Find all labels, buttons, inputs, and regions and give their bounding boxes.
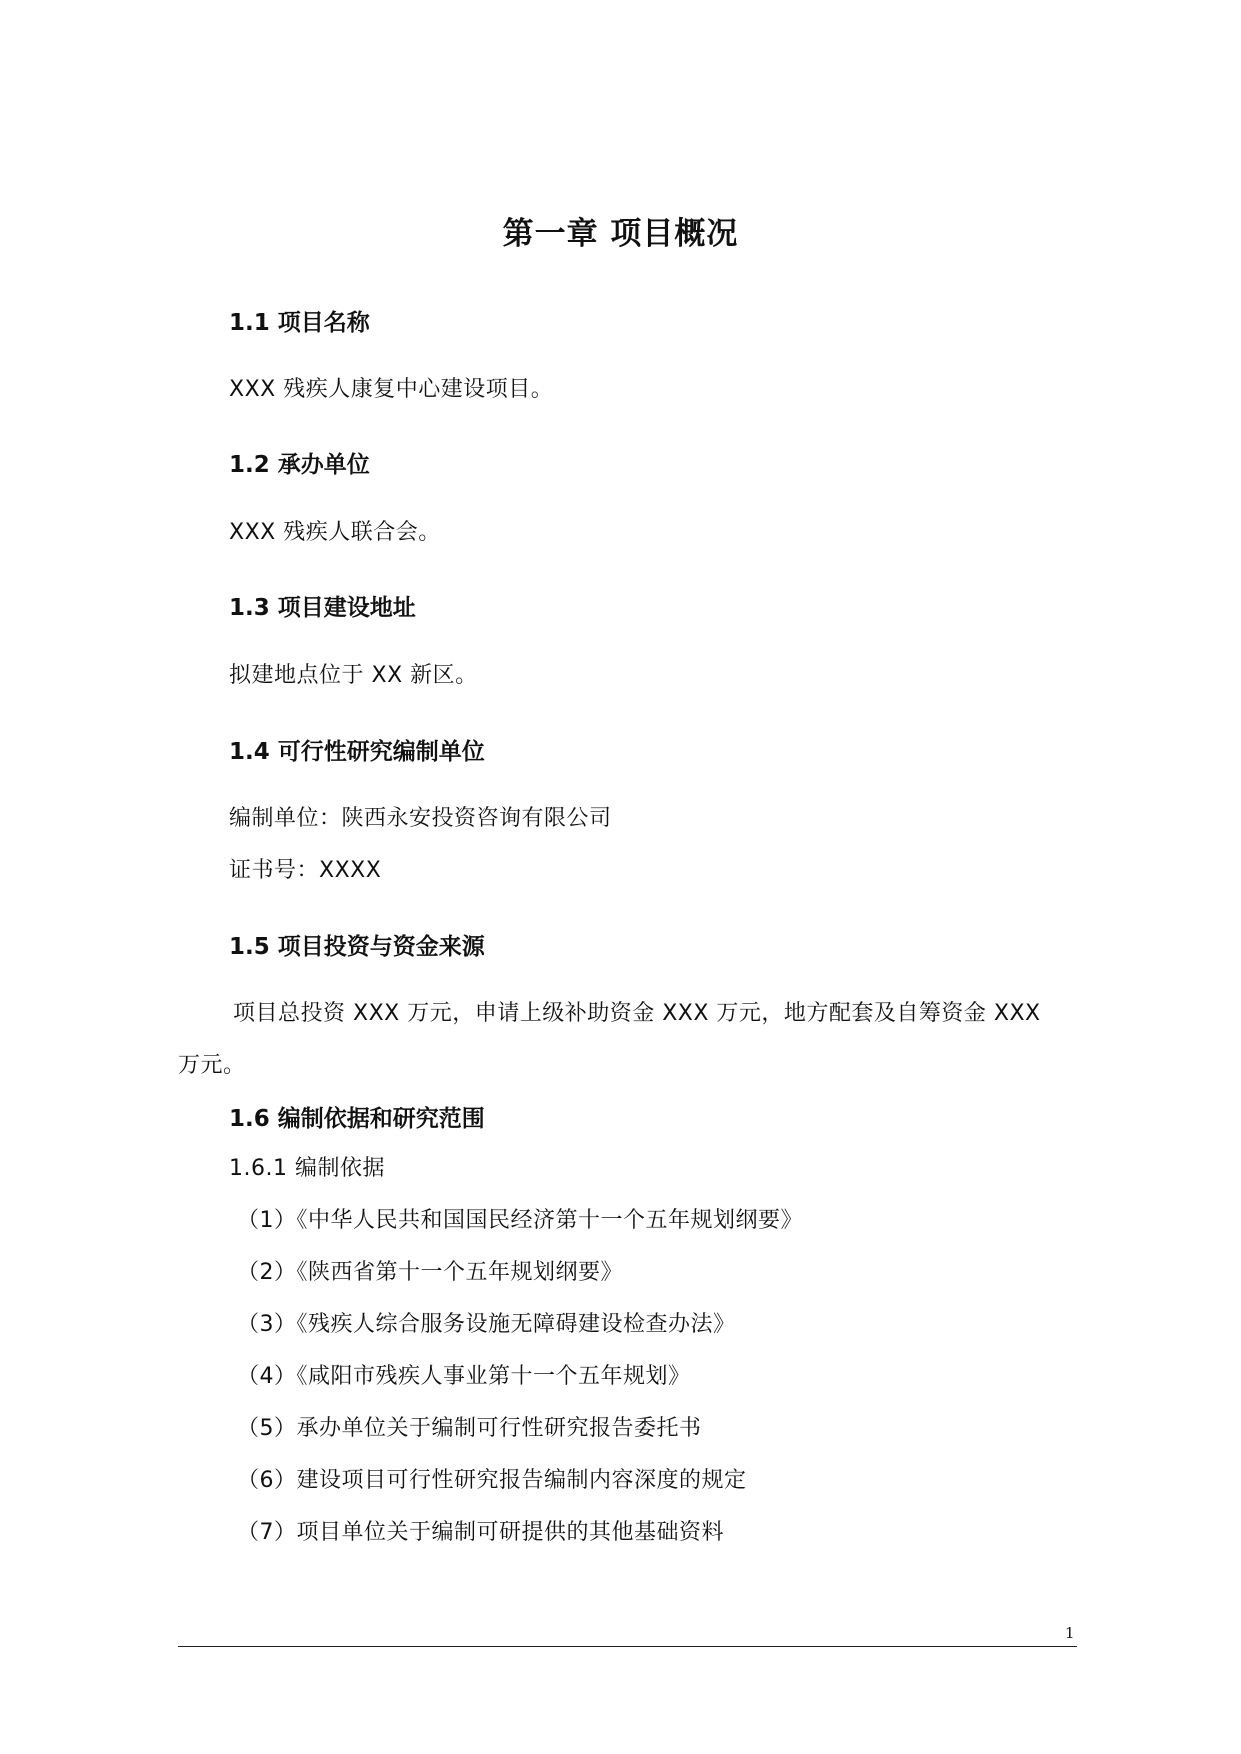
section-body-1-5-line2: 万元。 [178, 1053, 246, 1078]
footer-divider [178, 1646, 1077, 1647]
subsection-heading-1-6-1: 1.6.1 编制依据 [229, 1156, 385, 1181]
section-body-1-2: XXX 残疾人联合会。 [229, 520, 441, 545]
list-item: （7）项目单位关于编制可研提供的其他基础资料 [237, 1520, 724, 1545]
section-heading-1-6: 1.6 编制依据和研究范围 [229, 1106, 485, 1132]
chapter-title: 第一章 项目概况 [502, 216, 739, 252]
list-item: （4）《咸阳市残疾人事业第十一个五年规划》 [237, 1364, 691, 1389]
list-item: （6）建设项目可行性研究报告编制内容深度的规定 [237, 1468, 747, 1493]
section-body-1-5-line1: 项目总投资 XXX 万元，申请上级补助资金 XXX 万元，地方配套及自筹资金 XXX [233, 1001, 1041, 1026]
page-number: 1 [1065, 1624, 1075, 1642]
list-item: （5）承办单位关于编制可行性研究报告委托书 [237, 1416, 702, 1441]
section-heading-1-3: 1.3 项目建设地址 [229, 595, 416, 621]
section-heading-1-4: 1.4 可行性研究编制单位 [229, 739, 485, 765]
list-item: （2）《陕西省第十一个五年规划纲要》 [237, 1260, 623, 1285]
section-heading-1-1: 1.1 项目名称 [229, 310, 370, 336]
list-item: （1）《中华人民共和国国民经济第十一个五年规划纲要》 [237, 1208, 803, 1233]
section-body-1-1: XXX 残疾人康复中心建设项目。 [229, 377, 554, 402]
section-body-1-3: 拟建地点位于 XX 新区。 [229, 663, 478, 688]
section-heading-1-2: 1.2 承办单位 [229, 452, 370, 478]
section-heading-1-5: 1.5 项目投资与资金来源 [229, 934, 485, 960]
section-body-1-4-unit: 编制单位：陕西永安投资咨询有限公司 [229, 806, 612, 831]
list-item: （3）《残疾人综合服务设施无障碍建设检查办法》 [237, 1312, 736, 1337]
section-body-1-4-certificate: 证书号：XXXX [229, 858, 382, 883]
